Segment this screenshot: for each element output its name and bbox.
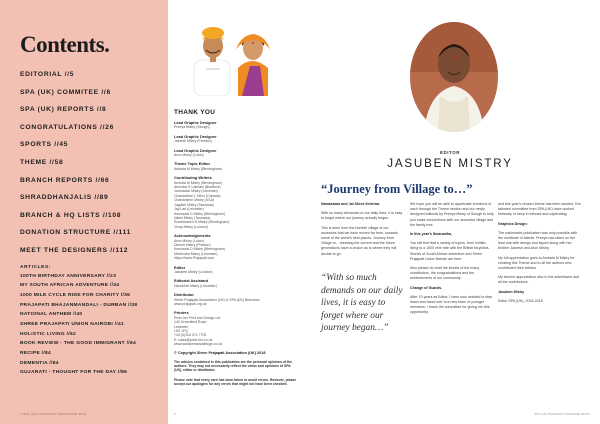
toc-item[interactable]: BRANCH REPORTS //66 [20, 176, 110, 184]
toc-item[interactable]: THEME //58 [20, 158, 64, 166]
article-item[interactable]: SHREE PRAJAPATI UNION NAIROBI //41 [20, 321, 125, 327]
toc-item[interactable]: SPORTS //45 [20, 141, 69, 149]
credit-name: Chandraben Mistry (USA) [174, 198, 215, 203]
table-of-contents [20, 66, 166, 378]
paragraph: Also please do read the stories of the many contributors, the congratulations and the achievements of our community. [410, 266, 480, 281]
email-link[interactable]: E: sales@pixel-inn.co.uk [174, 337, 213, 342]
credit-role: Editorial Assistant [174, 278, 209, 284]
paragraph: Namaskaar and Jai Shree Krishna. [321, 202, 380, 206]
editor-label: EDITOR [439, 150, 461, 155]
credit-block [174, 148, 298, 158]
credit-role: Printers [174, 310, 189, 316]
credit-name: Jagdish Mistry (Tanzania) [174, 202, 214, 207]
toc-item[interactable]: SHRADDHANJALIS //89 [20, 194, 109, 202]
man-figure [194, 27, 230, 96]
credit-block [174, 233, 298, 260]
credit-name: Mahendra Mistry (Leicester) [174, 251, 218, 256]
credit-name: Nanubhai Mistry (Leicester) [174, 283, 217, 288]
article-item[interactable]: PRAJAPATI BHAJANMANDALI - DURBAN //38 [20, 302, 138, 308]
credit-role: Theme Topic Editor [174, 161, 211, 167]
credit-block [174, 161, 298, 171]
disclaimer-text: Please note that every care has been taken to avoid errors. However, please accept our apologies for any errors that might not have been checked. [174, 377, 297, 386]
articles-heading: ARTICLES: [20, 264, 51, 270]
credit-name: Arun Mistry (Luton) [174, 238, 204, 243]
article-item[interactable]: HOLISTIC LIVING //62 [20, 331, 76, 337]
credit-name: Dinesh Mistry (Preston) [174, 242, 211, 247]
credit-name: Amrutlal G Lakhani (Bradford) [174, 185, 221, 190]
credit-block [174, 265, 298, 275]
credit-name: Jay Lad (Leicester) [174, 207, 204, 212]
thank-you-heading: THANK YOU [174, 109, 216, 116]
article-item[interactable]: 100TH BIRTHDAY ANNIVERSARY //23 [20, 273, 117, 279]
credit-name: Keshavlal D Mistry (Birmingham) [174, 211, 225, 216]
credit-name: Chandubhai L Tailor (Canada) [174, 193, 221, 198]
credit-name: Jasuben Mistry (London) [174, 269, 213, 274]
credit-block [174, 278, 298, 288]
credit-name: Jainesh Mistry (Preston) [174, 139, 212, 144]
contents-title: Contents. [20, 32, 110, 57]
paragraph: My full appreciation goes to Ambala M Mistry for creating this Theme and to all the authors who contributed their articles. [498, 255, 575, 271]
credit-name: Ambala M Mistry (Birmingham) [174, 166, 223, 171]
website-link[interactable]: www.prajapati.org.uk [174, 302, 207, 306]
credit-role: Acknowledgements [174, 233, 211, 239]
credit-block [174, 134, 298, 144]
article-item[interactable]: DEMENTIA //84 [20, 360, 59, 366]
paragraph: This is seen from the humble village of our ancestors that we have moved far from, towards some of the world's best places. Journey from Village to... meaning the current and the future generations have a choice as to where they will decide to go. [321, 225, 398, 256]
editor-name: JASUBEN MISTRY [387, 157, 513, 170]
credit-name: Leicester [174, 324, 189, 329]
paragraph: The nationwide publication was only possible with the multitude of talents. Preeya has taken on the lead role with design and layout along with her brother Jainesh and Arun Mistry. [498, 230, 578, 251]
credit-name: Keshavlal D Mistry (Birmingham) [174, 247, 225, 252]
toc-item[interactable]: SPA (UK) COMMITEE //6 [20, 88, 111, 96]
page-footer-right: SPA (UK) PRAJAPATI MAGAZINE 2018 5 [534, 412, 590, 416]
credit-role: Lead Graphic Designer [174, 133, 217, 139]
contents-panel [0, 0, 168, 424]
credit-name: 143 Greenfield Road [174, 320, 207, 325]
thank-you-column [168, 0, 300, 424]
credit-role: Distributor [174, 292, 194, 298]
disclaimer-text: The articles contained in this publication are the personal opinions of the authors. They may not necessarily reflect the views and opinions of SPA (UK), editor or distributor. [174, 359, 293, 373]
pull-quote: “With so much demands on our daily lives, it is easy to forget where our journey began…” [321, 273, 403, 334]
signature-name: Jasuben Mistry [498, 289, 525, 294]
paragraph: We hope you will be able to appreciate emotions of each through the Theme section and our newly designed editorial by Preeya Mistry of Slough to help you make connections with our ancestral village and the family tree. [410, 202, 494, 227]
credit-block [174, 310, 298, 346]
paragraph: and this year's chosen theme has been tackled. Our talented committee from SPA (UK) have worked tirelessly to keep it relevant and captivating. [498, 202, 581, 217]
toc-item[interactable]: EDITORIAL //5 [20, 71, 75, 78]
credit-name: Shree Prajapati Association (UK) & SPA (UK) Branches [174, 297, 260, 302]
toc-item[interactable]: SPA (UK) REPORTS //8 [20, 106, 107, 114]
article-item[interactable]: MY SOUTH AFRICAN ADVENTURE //34 [20, 283, 120, 289]
credit-name[interactable]: https://www.Prajapati.com [174, 256, 215, 261]
copyright-notice: © Copyright Shree Prajapati Association (UK) 2018 [174, 350, 266, 355]
subheading: Graphics Design: [498, 221, 528, 226]
website-link[interactable]: www.saralprintanddesign.co.uk [174, 342, 223, 347]
article-item[interactable]: BOOK REVIEW - THE GOOD IMMIGRANT //64 [20, 341, 136, 347]
paragraph: After 10 years as Editor, I have now decided to step down and hand over to a new team of younger members. I thank the committee for giving me this opportunity. [410, 294, 493, 315]
credit-block [174, 120, 298, 130]
credit-name: Nalini Mistry (Tanzania) [174, 215, 211, 220]
credit-name: LE3 1FQ [174, 329, 189, 334]
text-column-2 [410, 202, 494, 320]
credit-name: Arun Mistry (Luton) [174, 153, 204, 158]
article-item[interactable]: GUJARATI - THOUGHT FOR THE DAY //86 [20, 370, 128, 376]
toc-item[interactable]: CONGRATULATIONS //26 [20, 123, 115, 131]
credit-name: Preeya Mistry (Slough) [174, 125, 210, 130]
page-footer-left: 4 SPA (UK) PRAJAPATI MAGAZINE 2018 [20, 412, 87, 416]
signature-title: Editor SPA (UK), 2016-2018 [498, 298, 543, 303]
toc-item[interactable]: BRANCH & HQ LISTS //108 [20, 211, 122, 219]
page-number: 5 [174, 412, 176, 416]
article-item[interactable]: RECIPE //84 [20, 351, 52, 357]
editor-portrait [410, 22, 498, 132]
paragraph: With so many demands on our daily lives, it is easy to forget where our journey actually began. [321, 211, 403, 221]
credit-block [174, 292, 298, 306]
article-item[interactable]: 1000 MILE CYCLE RIDE FOR CHARITY //36 [20, 292, 131, 298]
text-column-3 [498, 202, 582, 308]
paragraph: My sincere appreciation also to the advertisers and all the contributors. [498, 275, 580, 285]
credit-name: +44 (0)116 274 7700 [174, 333, 207, 338]
editorial-headline: “Journey from Village to…” [321, 182, 473, 196]
credits-list [174, 120, 298, 386]
subheading: Change of Guards. [410, 285, 443, 290]
credit-role: Editor [174, 264, 186, 270]
woman-figure [236, 34, 270, 96]
paragraph: You will find that a variety of topics, from holistic living to a 1000 mile ride with the British bicyclists. Stories of South African adventure and Shree Prajapati Union Nairobi are here. [410, 241, 490, 261]
credit-name: Pixel-Inn Print and Design Ltd [174, 315, 221, 320]
text-column-1 [321, 202, 405, 261]
article-item[interactable]: NATIONAL ANTHEM //40 [20, 312, 83, 318]
credit-block [174, 175, 298, 229]
credit-role: Lead Graphic Designer [174, 147, 217, 153]
credit-name: Jamnadas Mistry (Leicester) [174, 189, 218, 194]
toc-item[interactable]: DONATION STRUCTURE //111 [20, 229, 132, 237]
credit-name: Ambala M Mistry (Birmingham) [174, 180, 223, 185]
credit-role: Contributing Writers [174, 175, 212, 181]
toc-item[interactable]: MEET THE DESIGNERS //112 [20, 246, 129, 254]
credit-name: Rumnikaben N Mistry (Birmingham) [174, 220, 230, 225]
credit-name: Vinay Mistry (London) [174, 224, 208, 229]
subheading: In this year's Smaranika, [410, 232, 453, 237]
couple-illustration [172, 16, 296, 96]
credit-role: Lead Graphic Designer [174, 120, 217, 125]
